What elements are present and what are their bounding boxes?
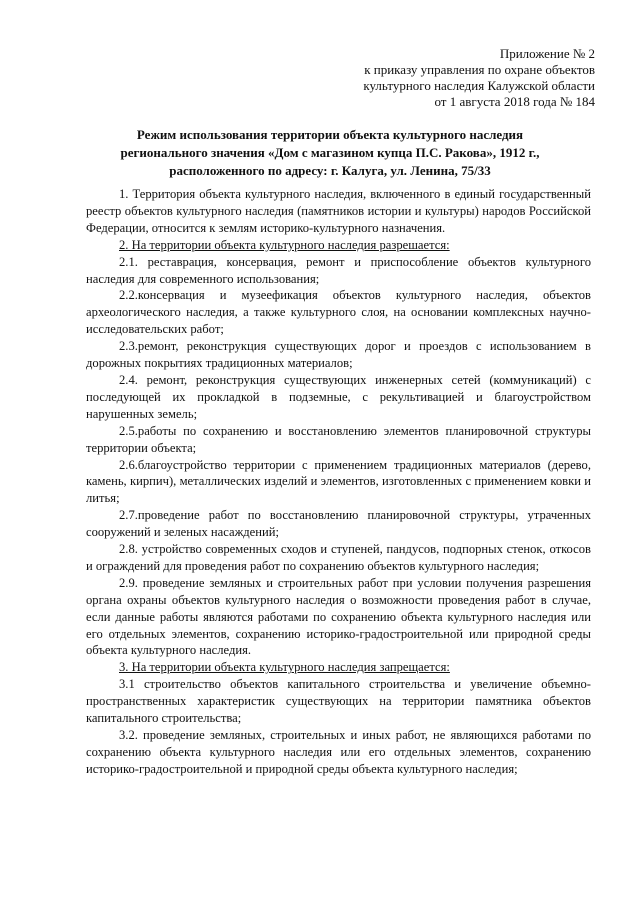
paragraph-1: 1. Территория объекта культурного наследия, включенного в единый государственный реестр объектов культурного наследия (памятников истории и культуры) народов Российской Федерации, относится к землям историко-культурного назначения.: [86, 187, 591, 235]
paragraph-2-4: 2.4. ремонт, реконструкция существующих инженерных сетей (коммуникаций) с последующей их прокладкой в подземные, с рекультивацией и благоустройством нарушенных земель;: [86, 372, 591, 421]
title-line-3: расположенного по адресу: г. Калуга, ул. Ленина, 75/33: [169, 163, 491, 178]
appendix-header: [295, 46, 595, 110]
paragraph-2-9: 2.9. проведение земляных и строительных работ при условии получения разрешения органа охраны объектов культурного наследия о возможности проведения работ в случае, если данные работы являются работами по сохранению объекта культурного наследия или его отдельных элементов, сохранению историко-градостроительной или природной среды объекта культурного наследия.: [86, 575, 591, 658]
title-line-2: регионального значения «Дом с магазином купца П.С. Ракова», 1912 г.,: [120, 145, 540, 160]
appendix-number: Приложение № 2: [499, 46, 595, 61]
section-heading-2: 2. На территории объекта культурного наследия разрешается:: [119, 237, 450, 252]
appendix-date: от 1 августа 2018 года № 184: [434, 94, 595, 109]
section-heading-3: 3. На территории объекта культурного наследия запрещается:: [119, 660, 450, 675]
paragraph-2-5: 2.5.работы по сохранению и восстановлению элементов планировочной структуры территории объекта;: [86, 423, 591, 455]
paragraph-3-1: 3.1 строительство объектов капитального строительства и увеличение объемно-пространственных характеристик существующих на территории памятника объектов капитального строительства;: [86, 677, 591, 726]
appendix-order-ref: к приказу управления по охране объектов: [364, 62, 595, 77]
paragraph-2-2: 2.2.консервация и музеефикация объектов культурного наследия, объектов археологического наследия, а также культурного слоя, на основании комплексных научно-исследовательских работ;: [86, 288, 591, 337]
document-body: [86, 186, 591, 778]
appendix-authority: культурного наследия Калужской области: [363, 78, 595, 93]
paragraph-2-1: 2.1. реставрация, консервация, ремонт и приспособление объектов культурного наследия для современного использования;: [86, 254, 591, 286]
document-title: [70, 126, 590, 180]
paragraph-3-2: 3.2. проведение земляных, строительных и иных работ, не являющихся работами по сохранению объекта культурного наследия или его отдельных элементов, сохранению историко-градостроительной и природной среды объекта культурного наследия;: [86, 728, 591, 776]
paragraph-2-6: 2.6.благоустройство территории с применением традиционных материалов (дерево, камень, кирпич), металлических изделий и элементов, изготовленных с применением ковки и литья;: [86, 457, 591, 506]
paragraph-2-8: 2.8. устройство современных сходов и ступеней, пандусов, подпорных стенок, откосов и ограждений для проведения работ по сохранению объектов культурного наследия;: [86, 542, 591, 573]
paragraph-2-7: 2.7.проведение работ по восстановлению планировочной структуры, утраченных сооружений и зеленых насаждений;: [86, 508, 591, 540]
paragraph-2-3: 2.3.ремонт, реконструкция существующих дорог и проездов с использованием в дорожных покрытиях традиционных материалов;: [86, 339, 591, 371]
title-line-1: Режим использования территории объекта культурного наследия: [136, 127, 524, 142]
